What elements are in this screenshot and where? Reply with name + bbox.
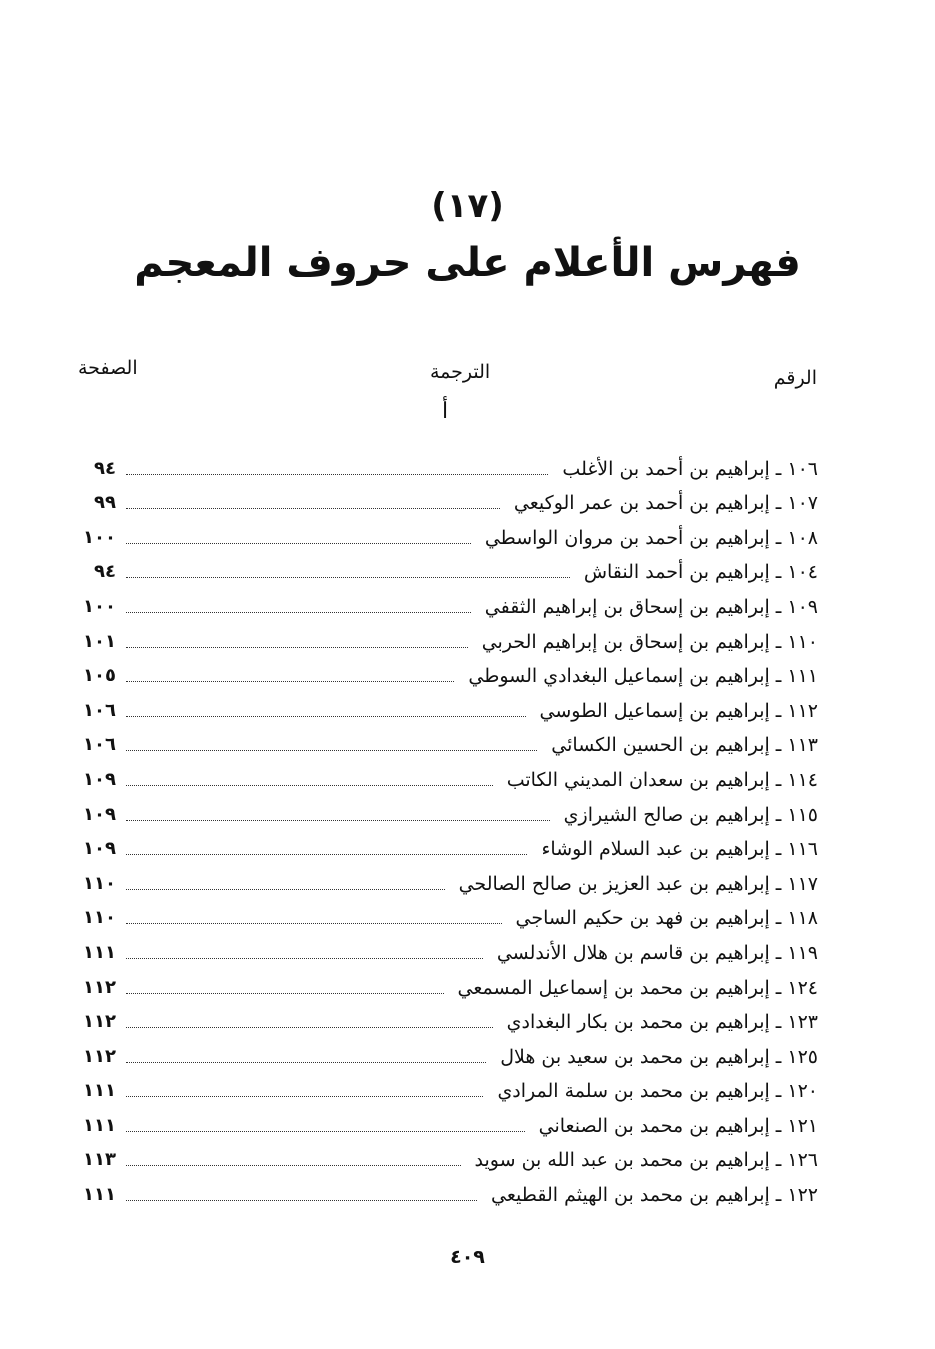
entry-page: ٩٤	[94, 457, 116, 479]
entry-page: ١٠١	[83, 630, 116, 652]
index-entry-row	[72, 759, 818, 794]
dot-leader	[126, 542, 471, 544]
entry-separator: ـ	[775, 561, 782, 584]
entry-page: ١١١	[83, 1184, 116, 1206]
dot-leader	[126, 576, 570, 578]
dot-leader	[126, 784, 493, 786]
dot-leader	[126, 888, 445, 890]
dot-leader	[126, 853, 527, 855]
entry-name: إبراهيم بن إسحاق بن إبراهيم الحربي	[481, 630, 770, 653]
entry-separator: ـ	[775, 838, 782, 861]
entry-separator: ـ	[775, 941, 782, 964]
index-entry-row	[72, 1002, 818, 1037]
entry-separator: ـ	[775, 1080, 782, 1103]
index-entry-row	[72, 1071, 818, 1106]
entry-page: ٩٤	[94, 561, 116, 583]
column-header-page: الصفحة	[78, 357, 138, 379]
entry-page: ١١١	[83, 1080, 116, 1102]
entry-number: ١٠٧	[787, 492, 818, 515]
entry-name: إبراهيم بن محمد بن الهيثم القطيعي	[491, 1184, 770, 1207]
entry-name: إبراهيم بن أحمد بن الأغلب	[562, 457, 770, 480]
entry-page: ١١٢	[83, 1011, 116, 1033]
entry-page: ١١٠	[83, 872, 116, 894]
section-letter: أ	[441, 399, 449, 424]
dot-leader	[126, 992, 444, 994]
index-entry-row	[72, 483, 818, 518]
entry-page: ١٠٩	[83, 803, 116, 825]
index-entry-row	[72, 690, 818, 725]
entry-number: ١٢٢	[787, 1184, 818, 1207]
dot-leader	[126, 1199, 477, 1201]
dot-leader	[126, 473, 548, 475]
entry-separator: ـ	[775, 734, 782, 757]
entry-separator: ـ	[775, 699, 782, 722]
entry-name: إبراهيم بن محمد بن عبد الله بن سويد	[474, 1149, 770, 1172]
entry-number: ١١٤	[787, 768, 818, 791]
entry-name: إبراهيم بن فهد بن حكيم الساجي	[515, 907, 770, 930]
dot-leader	[126, 922, 502, 924]
entry-number: ١٢٤	[787, 976, 818, 999]
index-entries	[72, 448, 818, 1209]
entry-name: إبراهيم بن أحمد بن عمر الوكيعي	[513, 492, 770, 515]
entry-number: ١١٣	[787, 734, 818, 757]
entry-page: ١١١	[83, 1114, 116, 1136]
entry-page: ١١٢	[83, 976, 116, 998]
entry-page: ١١٣	[83, 1149, 116, 1171]
entry-number: ١٠٤	[787, 561, 818, 584]
index-entry-row	[72, 586, 818, 621]
entry-separator: ـ	[775, 526, 782, 549]
chapter-title: فهرس الأعلام على حروف المعجم	[134, 240, 801, 286]
index-entry-row	[72, 1105, 818, 1140]
entry-number: ١١١	[787, 665, 818, 688]
index-entry-row	[72, 1036, 818, 1071]
entry-number: ١١٧	[787, 872, 818, 895]
index-entry-row	[72, 794, 818, 829]
entry-separator: ـ	[775, 976, 782, 999]
dot-leader	[126, 819, 550, 821]
entry-page: ١٠٠	[83, 595, 116, 617]
dot-leader	[126, 1061, 486, 1063]
index-entry-row	[72, 863, 818, 898]
entry-separator: ـ	[775, 768, 782, 791]
entry-separator: ـ	[775, 803, 782, 826]
index-entry-row	[72, 725, 818, 760]
index-entry-row	[72, 1140, 818, 1175]
entry-name: إبراهيم بن محمد بن إسماعيل المسمعي	[457, 976, 770, 999]
entry-page: ١٠٠	[83, 526, 116, 548]
index-entry-row	[72, 552, 818, 587]
entry-number: ١١٩	[787, 941, 818, 964]
entry-page: ١٠٥	[83, 665, 116, 687]
entry-number: ١١٠	[787, 630, 818, 653]
entry-name: إبراهيم بن إسماعيل البغدادي السوطي	[468, 665, 770, 688]
index-entry-row	[72, 932, 818, 967]
index-entry-row	[72, 1174, 818, 1209]
entry-name: إبراهيم بن إسحاق بن إبراهيم الثقفي	[484, 595, 770, 618]
entry-page: ٩٩	[94, 492, 116, 514]
column-header-entry: الترجمة	[430, 361, 491, 383]
entry-number: ١٠٦	[787, 457, 818, 480]
entry-name: إبراهيم بن محمد بن بكار البغدادي	[506, 1011, 770, 1034]
entry-number: ١٢٣	[787, 1011, 818, 1034]
index-entry-row	[72, 898, 818, 933]
entry-number: ١١٥	[787, 803, 818, 826]
entry-separator: ـ	[775, 457, 782, 480]
entry-name: إبراهيم بن محمد بن الصنعاني	[538, 1114, 770, 1137]
index-entry-row	[72, 967, 818, 1002]
dot-leader	[126, 1026, 493, 1028]
entry-page: ١١١	[83, 941, 116, 963]
entry-number: ١١٦	[787, 838, 818, 861]
entry-page: ١٠٦	[83, 699, 116, 721]
entry-number: ١٠٩	[787, 595, 818, 618]
entry-name: إبراهيم بن سعدان المديني الكاتب	[506, 768, 770, 791]
index-entry-row	[72, 621, 818, 656]
entry-number: ١٢٠	[787, 1080, 818, 1103]
dot-leader	[126, 507, 500, 509]
dot-leader	[126, 715, 526, 717]
entry-separator: ـ	[775, 1114, 782, 1137]
entry-number: ١٢١	[787, 1114, 818, 1137]
dot-leader	[126, 749, 537, 751]
dot-leader	[126, 646, 468, 648]
column-header-number: الرقم	[773, 367, 817, 389]
entry-separator: ـ	[775, 492, 782, 515]
index-entry-row	[72, 829, 818, 864]
entry-name: إبراهيم بن عبد السلام الوشاء	[541, 838, 770, 861]
entry-separator: ـ	[775, 1011, 782, 1034]
entry-name: إبراهيم بن عبد العزيز بن صالح الصالحي	[458, 872, 770, 895]
entry-name: إبراهيم بن محمد بن سعيد بن هلال	[500, 1045, 770, 1068]
entry-separator: ـ	[775, 630, 782, 653]
entry-number: ١١٨	[787, 907, 818, 930]
entry-page: ١١٠	[83, 907, 116, 929]
entry-separator: ـ	[775, 1184, 782, 1207]
entry-name: إبراهيم بن قاسم بن هلال الأندلسي	[496, 941, 770, 964]
entry-number: ١٢٥	[787, 1045, 818, 1068]
entry-name: إبراهيم بن محمد بن سلمة المرادي	[497, 1080, 770, 1103]
entry-name: إبراهيم بن إسماعيل الطوسي	[539, 699, 770, 722]
page-number: ٤٠٩	[450, 1246, 485, 1268]
entry-number: ١٠٨	[787, 526, 818, 549]
entry-separator: ـ	[775, 1149, 782, 1172]
dot-leader	[126, 957, 483, 959]
dot-leader	[126, 680, 454, 682]
dot-leader	[126, 611, 471, 613]
entry-name: إبراهيم بن صالح الشيرازي	[563, 803, 770, 826]
entry-name: إبراهيم بن أحمد بن مروان الواسطي	[484, 526, 770, 549]
entry-number: ١١٢	[787, 699, 818, 722]
index-entry-row	[72, 656, 818, 691]
entry-name: إبراهيم بن أحمد النقاش	[583, 561, 770, 584]
entry-name: إبراهيم بن الحسين الكسائي	[551, 734, 770, 757]
entry-separator: ـ	[775, 872, 782, 895]
index-entry-row	[72, 448, 818, 483]
entry-number: ١٢٦	[787, 1149, 818, 1172]
entry-separator: ـ	[775, 595, 782, 618]
dot-leader	[126, 1164, 461, 1166]
entry-separator: ـ	[775, 907, 782, 930]
entry-separator: ـ	[775, 1045, 782, 1068]
chapter-number: (١٧)	[431, 186, 504, 226]
entry-separator: ـ	[775, 665, 782, 688]
entry-page: ١١٢	[83, 1045, 116, 1067]
index-entry-row	[72, 517, 818, 552]
entry-page: ١٠٩	[83, 768, 116, 790]
dot-leader	[126, 1095, 483, 1097]
entry-page: ١٠٦	[83, 734, 116, 756]
dot-leader	[126, 1130, 525, 1132]
entry-page: ١٠٩	[83, 838, 116, 860]
